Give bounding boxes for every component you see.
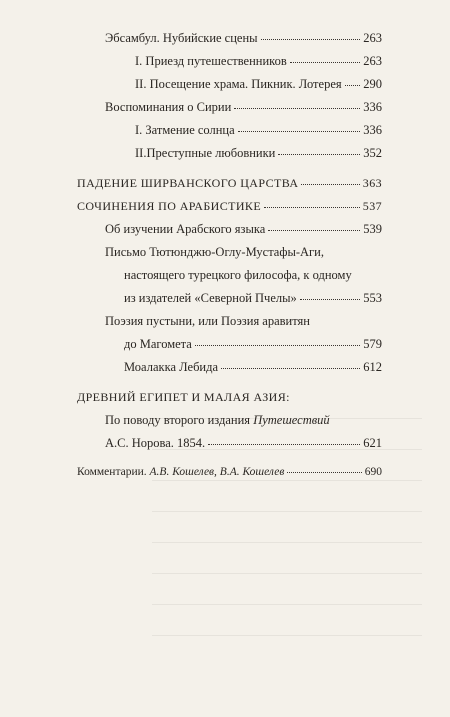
dot-leader [290, 61, 360, 63]
toc-entry-arabic-language[interactable] [105, 222, 382, 237]
dot-leader [195, 344, 360, 346]
entry-page: 263 [363, 31, 382, 45]
toc-entry-temple[interactable] [135, 77, 382, 92]
entry-page: 553 [363, 291, 382, 305]
entry-page: 579 [363, 337, 382, 351]
entry-title: Воспоминания о Сирии [105, 100, 232, 114]
dot-leader [238, 130, 361, 132]
toc-entry-arrival[interactable] [135, 54, 382, 69]
dot-leader [300, 298, 360, 300]
entry-title: Об изучении Арабского языка [105, 222, 266, 236]
entry-page: 690 [364, 466, 382, 478]
toc-entry-poetry[interactable] [124, 337, 382, 352]
toc-entry-letter[interactable] [124, 291, 382, 306]
entry-page: 539 [363, 222, 382, 236]
toc-entry-norov[interactable] [105, 436, 382, 451]
entry-page: 352 [363, 146, 382, 160]
toc-entry-letter-line2: настоящего турецкого философа, к одному [124, 268, 352, 282]
entry-page: 621 [363, 436, 382, 450]
dot-leader [287, 471, 361, 473]
toc-entry-poetry-line1: Поэзия пустыни, или Поэзия аравитян [105, 314, 310, 328]
dot-leader [261, 38, 361, 40]
entry-page: 336 [363, 100, 382, 114]
dot-leader [301, 183, 359, 185]
section-page: 537 [362, 199, 382, 213]
toc-entry-lovers[interactable] [135, 146, 382, 161]
entry-page: 336 [363, 123, 382, 137]
toc-section-shirvan[interactable] [77, 176, 382, 191]
toc-entry-syria[interactable] [105, 100, 382, 115]
section-page: 363 [362, 176, 382, 190]
toc-section-egypt[interactable]: ДРЕВНИЙ ЕГИПЕТ И МАЛАЯ АЗИЯ: [77, 390, 290, 404]
dot-leader [268, 229, 360, 231]
dot-leader [278, 153, 360, 155]
toc-section-arabistics[interactable] [77, 199, 382, 214]
dot-leader [345, 84, 361, 86]
entry-page: 263 [363, 54, 382, 68]
entry-title: II.Преступные любовники [135, 146, 276, 160]
entry-title: А.С. Норова. 1854. [105, 436, 206, 450]
entry-title: из издателей «Северной Пчелы» [124, 291, 297, 305]
toc-entry-ebsambul[interactable] [105, 31, 382, 46]
entry-title [77, 466, 284, 478]
toc-entry-commentary[interactable] [77, 466, 382, 478]
entry-title: I. Затмение солнца [135, 123, 235, 137]
toc-entry-moallaka[interactable] [124, 360, 382, 375]
toc-entry-letter-line1: Письмо Тютюнджю-Оглу-Мустафы-Аги, [105, 245, 324, 259]
dot-leader [264, 206, 360, 208]
toc-entry-norov-line1 [105, 413, 330, 428]
commentary-authors: А.В. Кошелев, В.А. Кошелев [149, 466, 285, 478]
dot-leader [234, 107, 360, 109]
entry-title: II. Посещение храма. Пикник. Лотерея [135, 77, 342, 91]
entry-title-part: По поводу второго издания [105, 413, 254, 427]
entry-page: 290 [363, 77, 382, 91]
section-title: СОЧИНЕНИЯ ПО АРАБИСТИКЕ [77, 199, 262, 213]
dot-leader [208, 443, 360, 445]
entry-title-italic: Путешествий [253, 413, 330, 427]
entry-title: Эбсамбул. Нубийские сцены [105, 31, 258, 45]
toc-entry-eclipse[interactable] [135, 123, 382, 138]
commentary-label: Комментарии. [77, 466, 150, 478]
dot-leader [221, 367, 360, 369]
entry-title: Моалакка Лебида [124, 360, 219, 374]
entry-page: 612 [363, 360, 382, 374]
entry-title: I. Приезд путешественников [135, 54, 287, 68]
entry-title: до Магомета [124, 337, 192, 351]
section-title: ПАДЕНИЕ ШИРВАНСКОГО ЦАРСТВА [77, 176, 299, 190]
